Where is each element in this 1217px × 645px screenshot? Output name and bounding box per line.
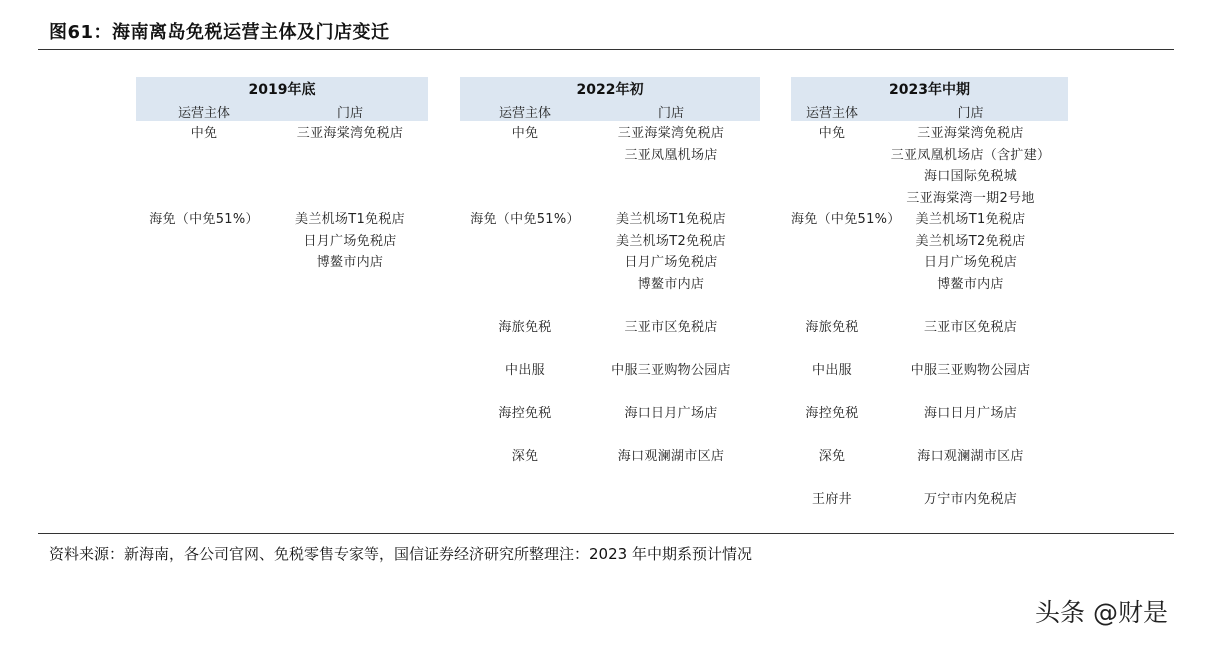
store-cell: 美兰机场T1免税店 <box>295 212 405 227</box>
watermark: 头条 @财是 <box>1035 598 1168 627</box>
store-cell: 博鳌市内店 <box>316 255 384 270</box>
store-cell: 三亚海棠湾免税店 <box>917 126 1024 141</box>
operator-cell: 中免 <box>190 126 218 141</box>
store-cell: 博鳌市内店 <box>937 276 1004 292</box>
store-cell: 日月广场免税店 <box>624 255 718 270</box>
operator-cell: 海免（中免51%） <box>470 212 580 227</box>
top-rule <box>38 49 1174 50</box>
store-cell: 美兰机场T2免税店 <box>616 233 726 249</box>
store-cell: 三亚市区免税店 <box>923 320 1018 335</box>
operator-cell: 深免 <box>511 449 539 464</box>
store-cell: 中服三亚购物公园店 <box>611 363 731 378</box>
panel-header <box>460 77 760 121</box>
operator-cell: 海控免税 <box>805 406 859 421</box>
operator-cell: 中免 <box>511 126 539 141</box>
operator-cell: 海免（中免51%） <box>791 212 901 227</box>
store-cell: 三亚市区免税店 <box>624 320 718 335</box>
operator-cell: 深免 <box>818 449 846 464</box>
operator-cell: 海旅免税 <box>805 320 859 335</box>
store-header: 门店 <box>336 106 363 121</box>
store-cell: 美兰机场T1免税店 <box>616 212 726 227</box>
operator-header: 运营主体 <box>498 106 551 121</box>
store-header: 门店 <box>957 106 984 121</box>
store-cell: 三亚海棠湾免税店 <box>296 126 404 141</box>
operator-header: 运营主体 <box>177 106 230 121</box>
operator-cell: 海旅免税 <box>498 320 552 335</box>
store-cell: 日月广场免税店 <box>303 233 397 249</box>
store-cell: 三亚海棠湾免税店 <box>617 126 725 141</box>
operator-cell: 中出服 <box>812 363 852 378</box>
store-cell: 万宁市内免税店 <box>923 492 1018 507</box>
operator-cell: 海免（中免51%） <box>149 212 259 227</box>
store-cell: 美兰机场T1免税店 <box>915 212 1026 227</box>
panel-year: 2022年初 <box>576 82 644 98</box>
operator-cell: 王府井 <box>812 492 852 507</box>
operator-cell: 中出服 <box>505 363 545 378</box>
store-cell: 三亚海棠湾一期2号地 <box>906 190 1035 206</box>
store-cell: 海口观澜湖市区店 <box>617 449 725 464</box>
store-cell: 中服三亚购物公园店 <box>910 363 1031 378</box>
store-cell: 三亚凤凰机场店（含扩建） <box>890 147 1051 163</box>
store-cell: 海口日月广场店 <box>624 406 718 421</box>
store-cell: 博鳌市内店 <box>637 276 705 292</box>
store-cell: 海口国际免税城 <box>923 169 1018 184</box>
store-cell: 海口日月广场店 <box>923 406 1018 421</box>
store-cell: 美兰机场T2免税店 <box>915 233 1026 249</box>
store-cell: 日月广场免税店 <box>923 255 1018 270</box>
panel-year: 2023年中期 <box>889 82 970 98</box>
panel-year: 2019年底 <box>248 82 316 98</box>
panel-header <box>791 77 1068 121</box>
store-cell: 三亚凤凰机场店 <box>624 147 718 163</box>
store-header: 门店 <box>657 106 684 121</box>
store-cell: 海口观澜湖市区店 <box>917 449 1024 464</box>
operator-cell: 海控免税 <box>498 406 552 421</box>
operator-header: 运营主体 <box>805 106 858 121</box>
bottom-rule <box>38 533 1174 534</box>
source-note: 资料来源：新海南，各公司官网、免税零售专家等，国信证券经济研究所整理注：2023 年中期系预计情况 <box>49 545 752 563</box>
panel-header <box>136 77 428 121</box>
operator-cell: 中免 <box>818 126 846 141</box>
figure-title: 图61：海南离岛免税运营主体及门店变迁 <box>49 22 390 43</box>
